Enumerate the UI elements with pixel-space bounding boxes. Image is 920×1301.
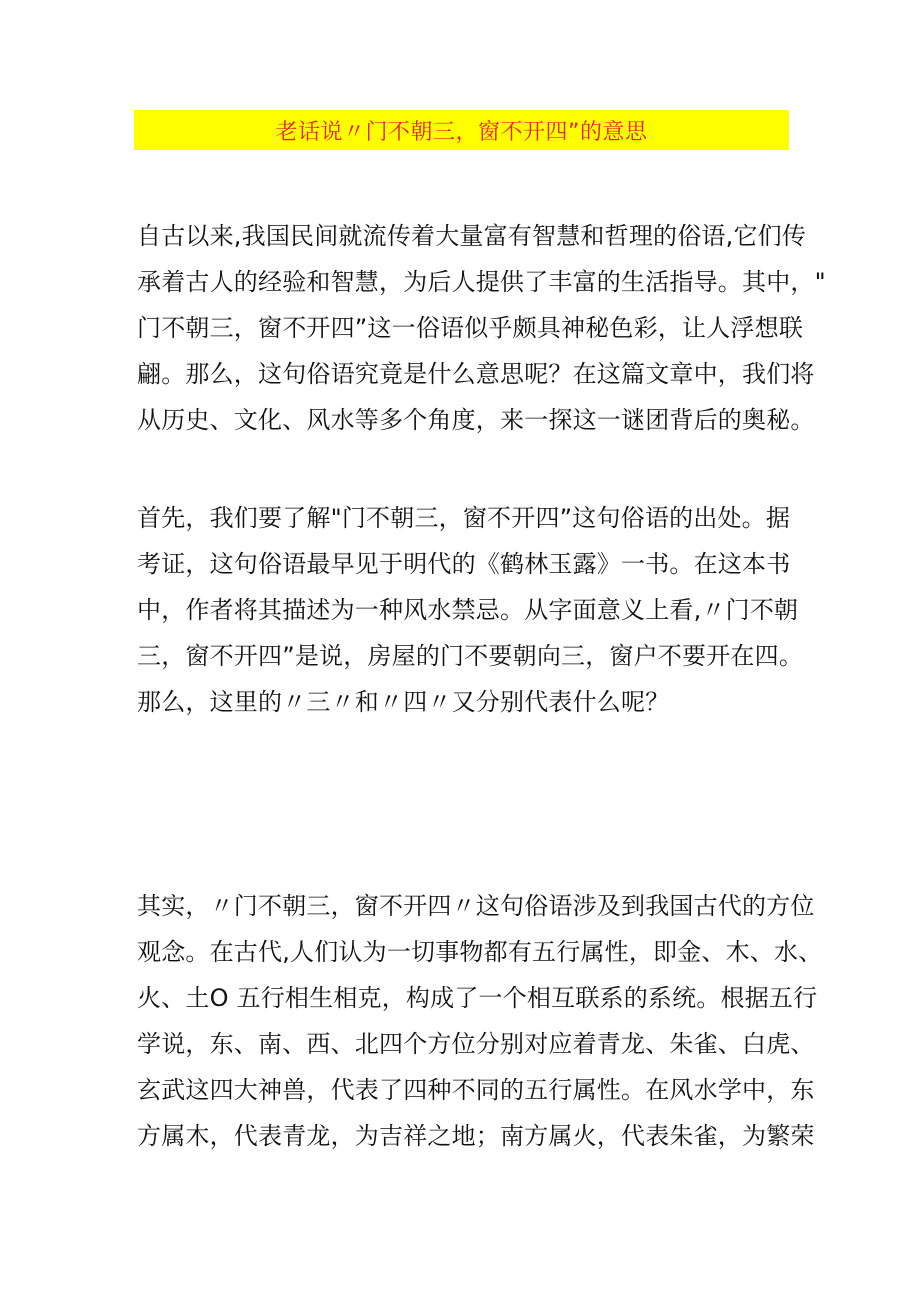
paragraph-line: 翩。那么，这句俗语究竟是什么意思呢？在这篇文章中，我们将 [137,360,815,388]
paragraph-intro [137,213,826,443]
paragraph-line: 门不朝三，窗不开四”这一俗语似乎颇具神秘色彩，让人浮想联 [137,314,804,342]
paragraph-line: 观念。在古代,人们认为一切事物都有五行属性，即金、木、水、 [137,938,823,966]
paragraph-line: 玄武这四大神兽，代表了四种不同的五行属性。在风水学中，东 [137,1076,815,1104]
paragraph-origin [137,495,804,725]
paragraph-line: 首先，我们要了解"门不朝三，窗不开四”这句俗语的出处。据 [137,504,791,532]
paragraph-line: 三，窗不开四”是说，房屋的门不要朝向三，窗户不要开在四。 [137,642,804,670]
paragraph-line: 方属木，代表青龙，为吉祥之地；南方属火，代表朱雀，为繁荣 [137,1122,815,1150]
paragraph-directions [137,883,823,1159]
paragraph-line: 中，作者将其描述为一种风水禁忌。从字面意义上看,〃门不朝 [137,596,799,624]
paragraph-line: 火、土O 五行相生相克，构成了一个相互联系的系统。根据五行 [137,984,818,1012]
paragraph-line: 承着古人的经验和智慧，为后人提供了丰富的生活指导。其中，" [137,268,826,296]
title-highlight [134,110,789,150]
paragraph-line: 自古以来,我国民间就流传着大量富有智慧和哲理的俗语,它们传 [137,222,807,250]
paragraph-line: 其实，〃门不朝三，窗不开四〃这句俗语涉及到我国古代的方位 [137,892,815,920]
document-title: 老话说〃门不朝三，窗不开四”的意思 [275,119,648,145]
paragraph-line: 考证，这句俗语最早见于明代的《鹤林玉露》一书。在这本书 [137,550,791,578]
paragraph-line: 学说，东、南、西、北四个方位分别对应着青龙、朱雀、白虎、 [137,1030,815,1058]
paragraph-line: 从历史、文化、风水等多个角度，来一探这一谜团背后的奥秘。 [137,406,815,434]
paragraph-line: 那么，这里的〃三〃和〃四〃又分别代表什么呢？ [137,688,670,716]
